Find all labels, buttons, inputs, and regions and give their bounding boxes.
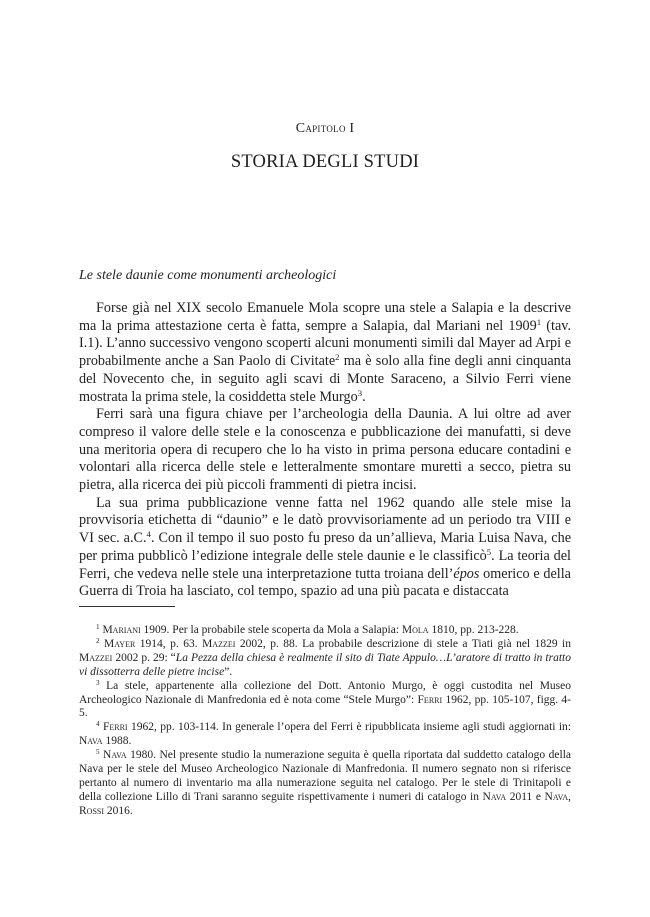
- footnote-ref-5: 5: [486, 547, 492, 558]
- footnote-ref-2: 2: [335, 352, 340, 363]
- footnote-2: $^2$ Mayer 1914, p. 63. Mazzei 2002, p. 88. La probabile descrizione di stele a Tiati già nel 1829 in Mazzei 2002 p. 29: “La Pezza della chiesa è realmente il sito di Tiate Appulo…L’aratore di tratto in tratto vi dissotterra delle pietre incise”.: [79, 637, 571, 678]
- body-text: [79, 300, 571, 601]
- paragraph-3: La sua prima pubblicazione venne fatta nel 1962 quando alle stele mise la provvisoria etichetta di “daunio” e le datò provvisoriamente ad un periodo tra VIII e VI sec. a.C.$^4$. Con il tempo il suo posto fu preso da un’allieva, Maria Luisa Nava, che per prima pubblicò l’edizione integrale delle stele daunie e le classificò$^5$. La teoria del Ferri, che vedeva nelle stele una interpretazione tutta troiana dell’épos omerico e della Guerra di Troia ha lasciato, col tempo, spazio ad una più pacata e distaccata: [79, 494, 572, 600]
- paragraph-2: Ferri sarà una figura chiave per l’archeologia della Daunia. A lui oltre ad aver compreso il valore delle stele e la conoscenza e pubblicazione dei manufatti, si deve una meritoria opera di recupero che lo ha visto in prima persona educare contadini e volontari alla ricerca delle stele e letteralmente smontare muretti a secco, pietra su pietra, alla ricerca dei più piccoli frammenti di pietra incisi.: [79, 406, 571, 494]
- footnote-4: $^4$ Ferri 1962, pp. 103-114. In generale l’opera del Ferri è ripubblicata insieme agli studi aggiornati in: Nava 1988.: [79, 720, 572, 748]
- footnote-divider: [79, 606, 175, 607]
- chapter-label: Capitolo I: [295, 120, 355, 136]
- footnote-ref-1: 1: [536, 316, 542, 327]
- chapter-title: STORIA DEGLI STUDI: [230, 152, 420, 172]
- footnote-5: $^5$ Nava 1980. Nel presente studio la numerazione seguita è quella riportata dal suddetto catalogo della Nava per le stele del Museo Archeologico Nazionale di Manfredonia. Il numero segnato non si riferisce pertanto al numero di inventario ma alla numerazione seguita nel catalogo. Per le stele di Trinitapoli e della collezione Lillo di Trani saranno seguite rispettivamente i numeri di catalogo in Nava 2011 e Nava, Rossi 2016.: [79, 748, 571, 817]
- section-heading: Le stele daunie come monumenti archeologici: [79, 268, 337, 283]
- footnote-ref-3: 3: [357, 387, 363, 398]
- footnote-1: $^1$ Mariani 1909. Per la probabile stele scoperta da Mola a Salapia: Mola 1810, pp. 213-228.: [96, 623, 519, 636]
- footnotes: [79, 624, 571, 819]
- footnote-3: $^3$ La stele, appartenente alla collezione del Dott. Antonio Murgo, è oggi custodita nel Museo Archeologico Nazionale di Manfredonia ed è nota come “Stele Murgo”: Ferri 1962, pp. 105-107, figg. 4-5.: [79, 678, 572, 720]
- footnote-ref-4: 4: [146, 529, 151, 540]
- paragraph-1: Forse già nel XIX secolo Emanuele Mola scopre una stele a Salapia e la descrive ma la prima attestazione certa è fatta, sempre a Salapia, dal Mariani nel 1909$^1$ (tav. I.1). L’anno successivo vengono scoperti alcuni monumenti simili dal Mayer ad Arpi e probabilmente anche a San Paolo di Civitate$^2$ ma è solo alla fine degli anni cinquanta del Novecento che, in seguito agli scavi di Monte Saraceno, a Silvio Ferri viene mostrata la prima stele, la cosiddetta stele Murgo$^3$.: [79, 300, 571, 405]
